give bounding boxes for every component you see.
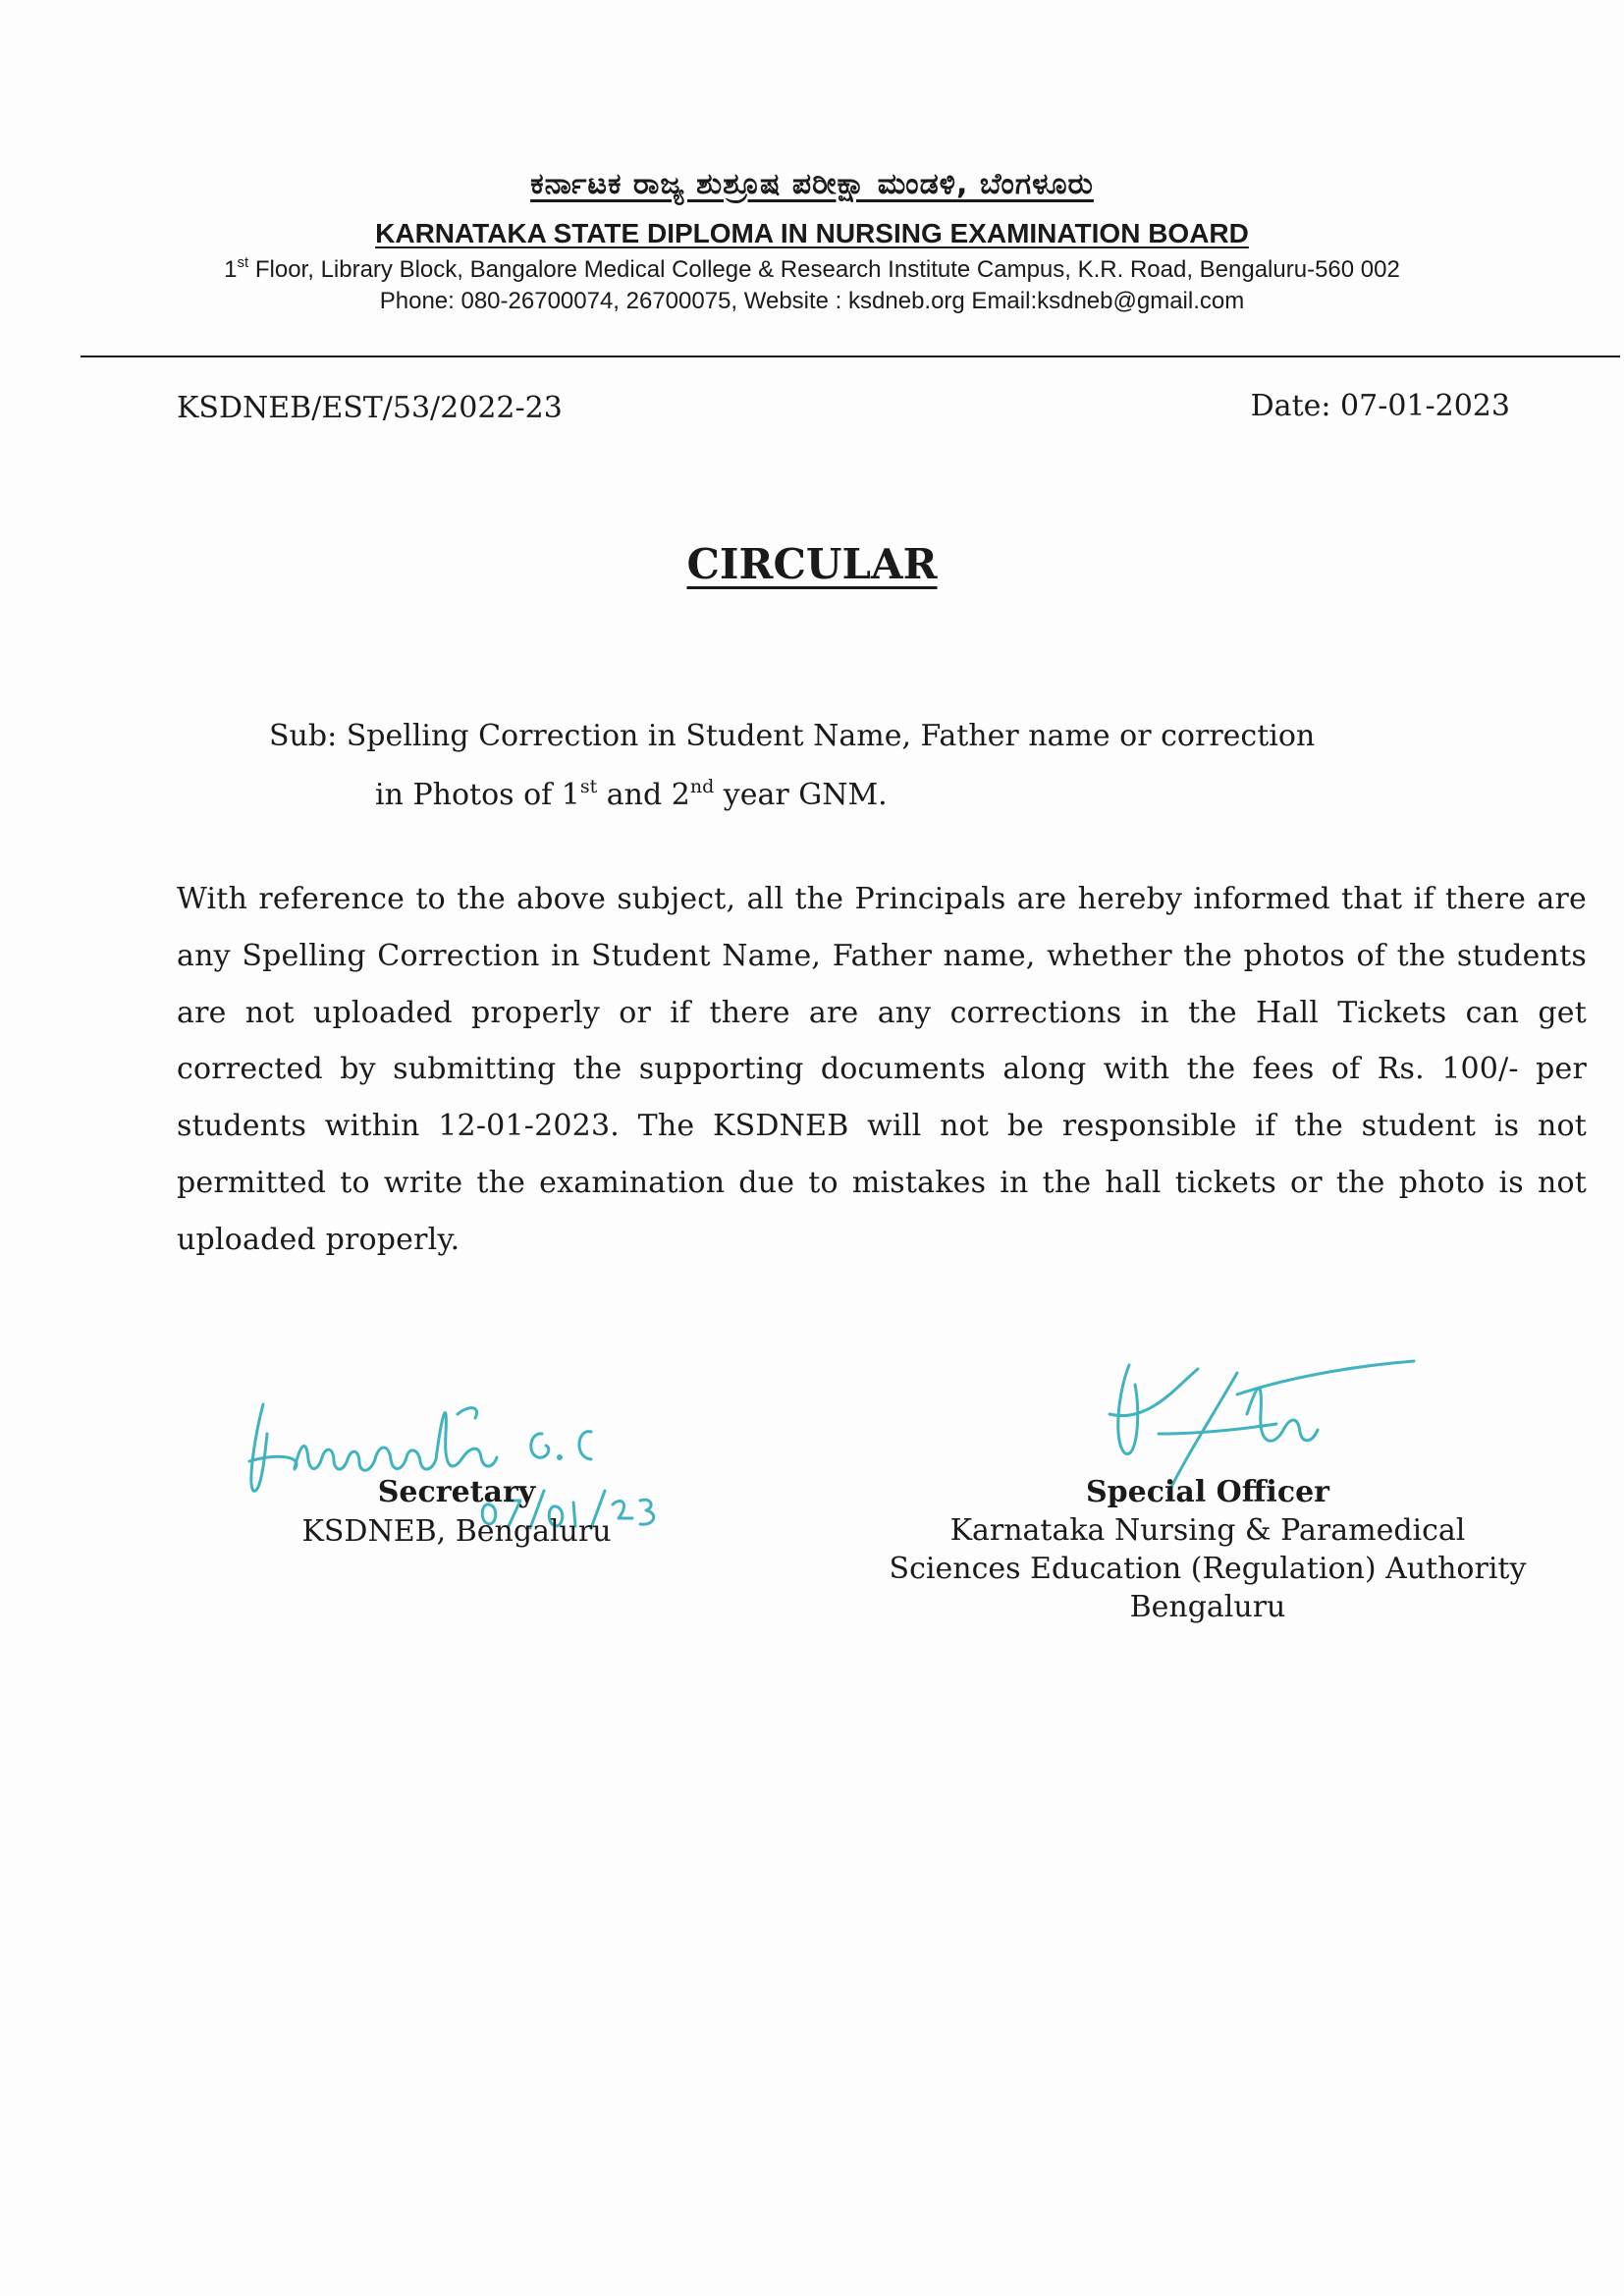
subject-line-2-part-a: in Photos of 1	[375, 778, 580, 812]
reference-number: KSDNEB/EST/53/2022-23	[177, 391, 563, 425]
special-officer-signature-block	[815, 1473, 1600, 1626]
subject-block	[269, 707, 1315, 825]
special-officer-org-line-2: Sciences Education (Regulation) Authority	[889, 1552, 1527, 1586]
circular-date: Date: 07-01-2023	[1250, 389, 1510, 423]
subject-line-2	[269, 766, 1315, 825]
letterhead-address	[0, 255, 1624, 285]
special-officer-org-line-3: Bengaluru	[1129, 1590, 1286, 1624]
subject-superscript-nd: nd	[689, 776, 715, 797]
special-officer-title: Special Officer	[1086, 1475, 1329, 1509]
circular-body: With reference to the above subject, all the Principals are hereby informed that if there are any Spelling Correction in Student Name, Father name, whether the photos of the students are not uploaded properly or if there are any corrections in the Hall Tickets can get corrected by submitting the supporting documents along with the fees of Rs. 100/- per students within 12-01-2023. The KSDNEB will not be responsible if the student is not permitted to write the examination due to mistakes in the hall tickets or the photo is not uploaded properly.	[177, 882, 1587, 1257]
subject-line-2-part-b: and 2	[597, 778, 690, 812]
secretary-signature-block	[275, 1473, 638, 1552]
address-floor-number: 1	[224, 256, 238, 283]
letterhead-kannada-name: ಕರ್ನಾಟಕ ರಾಜ್ಯ ಶುಶ್ರೂಷ ಪರೀಕ್ಷಾ ಮಂಡಳಿ, ಬೆಂಗಳೂರು	[530, 167, 1094, 201]
subject-line-2-part-c: year GNM.	[714, 778, 888, 812]
address-rest: Floor, Library Block, Bangalore Medical College & Research Institute Campus, K.R. Road, Bengaluru-560 002	[248, 256, 1400, 283]
address-floor-suffix: st	[237, 254, 249, 271]
letterhead-contact: Phone: 080-26700074, 26700075, Website : ksdneb.org Email:ksdneb@gmail.com	[379, 288, 1245, 314]
letterhead-divider	[81, 355, 1620, 357]
letterhead-board-name: KARNATAKA STATE DIPLOMA IN NURSING EXAMINATION BOARD	[375, 218, 1249, 248]
subject-line-1: Sub: Spelling Correction in Student Name, Father name or correction	[269, 719, 1316, 753]
subject-superscript-st: st	[579, 776, 598, 797]
secretary-organization: KSDNEB, Bengaluru	[301, 1514, 612, 1549]
page-title: CIRCULAR	[686, 540, 938, 588]
secretary-title: Secretary	[377, 1475, 536, 1509]
special-officer-org-line-1: Karnataka Nursing & Paramedical	[949, 1513, 1466, 1548]
